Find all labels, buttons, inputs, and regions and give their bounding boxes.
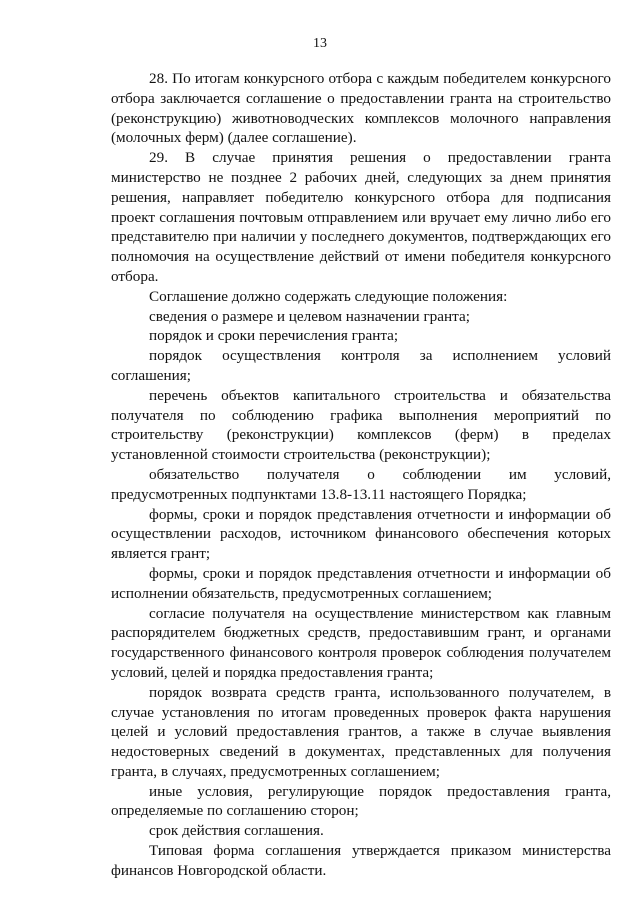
provision-item: порядок возврата средств гранта, использованного получателем, в случае установления по итогам проведенных проверок факта нарушения целей и условий предоставления грантов, а также в случае выявления недостоверных сведений в документах, представленных для получения гранта, в случаях, предусмотренных соглашением; — [111, 683, 611, 780]
closing-paragraph: Типовая форма соглашения утверждается приказом министерства финансов Новгородской области. — [111, 842, 611, 879]
provision-item: формы, сроки и порядок представления отчетности и информации об осуществлении расходов, источником финансового обеспечения которых является грант; — [111, 505, 611, 563]
paragraph-28: 28. По итогам конкурсного отбора с каждым победителем конкурсного отбора заключается соглашение о предоставлении гранта на строительство (реконструкцию) животноводческих комплексов молочного направления (молочных ферм) (далее соглашение). — [111, 70, 611, 147]
provision-item: порядок и сроки перечисления гранта; — [149, 327, 399, 345]
agreement-intro: Соглашение должно содержать следующие положения: — [149, 287, 508, 305]
provision-item: иные условия, регулирующие порядок предоставления гранта, определяемые по соглашению сторон; — [111, 782, 611, 820]
page-number: 13 — [313, 36, 327, 51]
provision-item: срок действия соглашения. — [149, 822, 324, 840]
provision-item: перечень объектов капитального строительства и обязательства получателя по соблюдению графика выполнения мероприятий по строительству (реконструкции) комплексов (ферм) в пределах установленной стоимости строительства (реконструкции); — [111, 386, 611, 464]
paragraph-29: 29. В случае принятия решения о предоставлении гранта министерство не позднее 2 рабочих дней, следующих за днем принятия решения, направляет победителю конкурсного отбора для подписания проект соглашения почтовым отправлением или вручает ему лично либо его представителю при наличии у последнего документов, подтверждающих его полномочия на осуществление действий от имени победителя конкурсного отбора. — [111, 149, 611, 285]
provision-item: сведения о размере и целевом назначении гранта; — [149, 307, 470, 325]
provision-item: согласие получателя на осуществление министерством как главным распорядителем бюджетных средств, предоставившим грант, и органами государственного финансового контроля проверок соблюдения получателем условий, целей и порядка предоставления гранта; — [111, 604, 611, 681]
document-body — [111, 69, 611, 881]
provision-item: формы, сроки и порядок представления отчетности и информации об исполнении обязательств, предусмотренных соглашением; — [111, 564, 611, 602]
provision-item: порядок осуществления контроля за исполнением условий соглашения; — [111, 347, 611, 384]
provision-item: обязательство получателя о соблюдении им условий, предусмотренных подпунктами 13.8-13.11 настоящего Порядка; — [111, 465, 611, 503]
